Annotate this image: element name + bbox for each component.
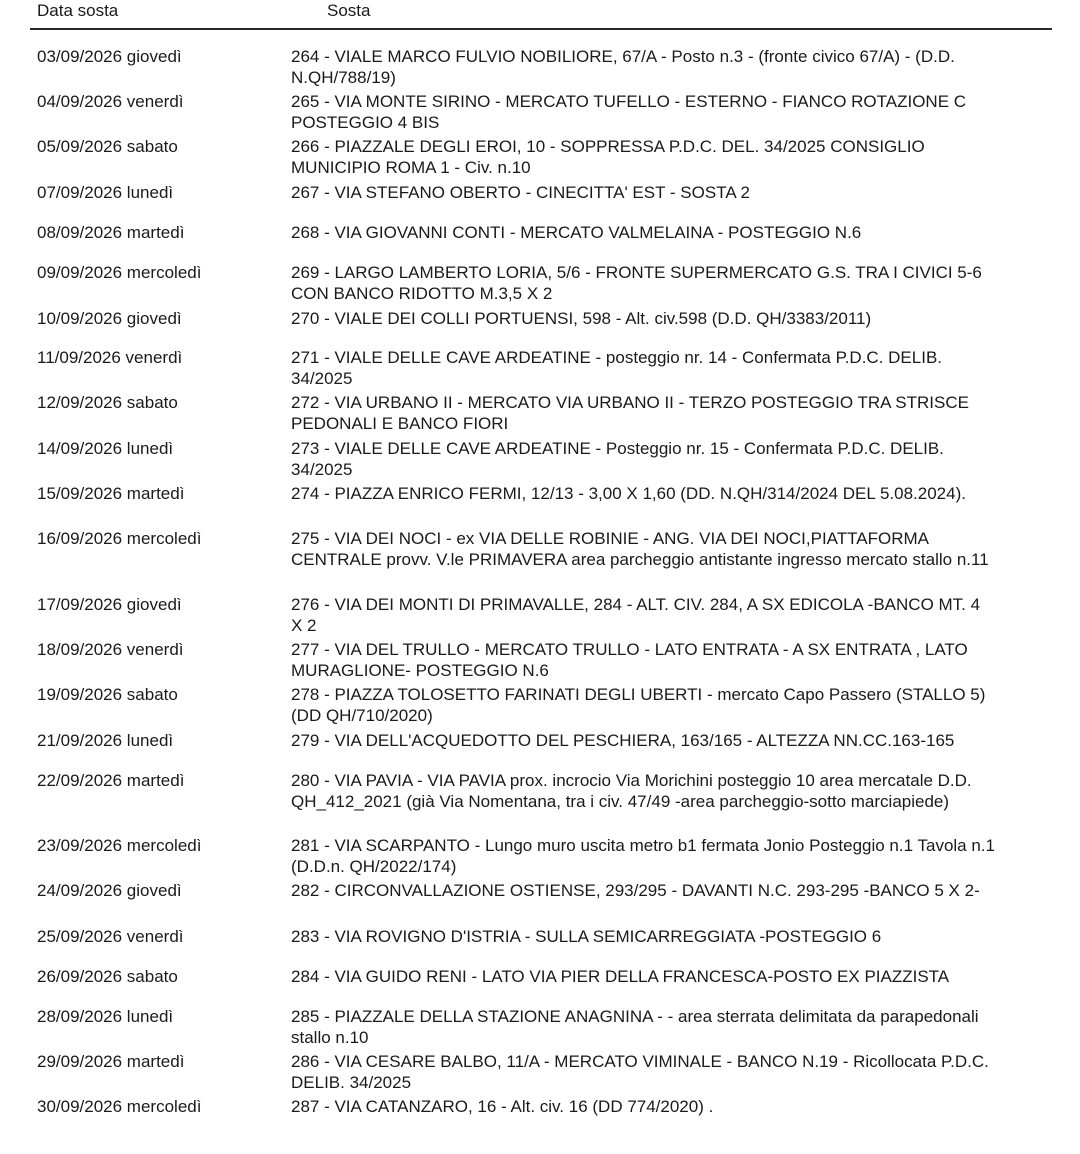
row-sosta: 282 - CIRCONVALLAZIONE OSTIENSE, 293/295 - DAVANTI N.C. 293-295 -BANCO 5 X 2- bbox=[291, 881, 980, 900]
row-sosta: 266 - PIAZZALE DEGLI EROI, 10 - SOPPRESSA P.D.C. DEL. 34/2025 CONSIGLIO MUNICIPIO ROMA 1 - Civ. n.10 bbox=[291, 137, 925, 177]
row-date: 19/09/2026 sabato bbox=[37, 685, 178, 704]
row-date: 03/09/2026 giovedì bbox=[37, 47, 182, 66]
row-sosta: 267 - VIA STEFANO OBERTO - CINECITTA' EST - SOSTA 2 bbox=[291, 183, 750, 202]
row-sosta: 271 - VIALE DELLE CAVE ARDEATINE - posteggio nr. 14 - Confermata P.D.C. DELIB. 34/2025 bbox=[291, 348, 943, 388]
row-date: 09/09/2026 mercoledì bbox=[37, 263, 202, 282]
column-header-data-sosta: Data sosta bbox=[37, 1, 119, 20]
row-date: 26/09/2026 sabato bbox=[37, 967, 178, 986]
row-sosta: 274 - PIAZZA ENRICO FERMI, 12/13 - 3,00 X 1,60 (DD. N.QH/314/2024 DEL 5.08.2024). bbox=[291, 484, 966, 503]
row-date: 17/09/2026 giovedì bbox=[37, 595, 182, 614]
row-date: 08/09/2026 martedì bbox=[37, 223, 185, 242]
row-sosta: 287 - VIA CATANZARO, 16 - Alt. civ. 16 (DD 774/2020) . bbox=[291, 1097, 714, 1116]
row-date: 29/09/2026 martedì bbox=[37, 1052, 185, 1071]
row-date: 21/09/2026 lunedì bbox=[37, 731, 174, 750]
row-date: 18/09/2026 venerdì bbox=[37, 640, 184, 659]
row-sosta: 273 - VIALE DELLE CAVE ARDEATINE - Posteggio nr. 15 - Confermata P.D.C. DELIB. 34/2025 bbox=[291, 439, 944, 479]
row-sosta: 268 - VIA GIOVANNI CONTI - MERCATO VALMELAINA - POSTEGGIO N.6 bbox=[291, 223, 862, 242]
row-sosta: 269 - LARGO LAMBERTO LORIA, 5/6 - FRONTE SUPERMERCATO G.S. TRA I CIVICI 5-6 CON BANCO RIDOTTO M.3,5 X 2 bbox=[291, 263, 982, 303]
row-sosta: 272 - VIA URBANO II - MERCATO VIA URBANO II - TERZO POSTEGGIO TRA STRISCE PEDONALI E BANCO FIORI bbox=[291, 393, 969, 433]
row-date: 24/09/2026 giovedì bbox=[37, 881, 182, 900]
row-date: 05/09/2026 sabato bbox=[37, 137, 178, 156]
row-sosta: 264 - VIALE MARCO FULVIO NOBILIORE, 67/A - Posto n.3 - (fronte civico 67/A) - (D.D. N.QH/788/19) bbox=[291, 47, 955, 87]
row-sosta: 281 - VIA SCARPANTO - Lungo muro uscita metro b1 fermata Jonio Posteggio n.1 Tavola n.1 (D.D.n. QH/2022/174) bbox=[291, 836, 995, 876]
row-sosta: 278 - PIAZZA TOLOSETTO FARINATI DEGLI UBERTI - mercato Capo Passero (STALLO 5) (DD QH/710/2020) bbox=[291, 685, 986, 725]
row-date: 10/09/2026 giovedì bbox=[37, 309, 182, 328]
table-header bbox=[0, 0, 1080, 30]
row-sosta: 270 - VIALE DEI COLLI PORTUENSI, 598 - Alt. civ.598 (D.D. QH/3383/2011) bbox=[291, 309, 872, 328]
row-date: 25/09/2026 venerdì bbox=[37, 927, 184, 946]
row-date: 04/09/2026 venerdì bbox=[37, 92, 184, 111]
row-sosta: 284 - VIA GUIDO RENI - LATO VIA PIER DELLA FRANCESCA-POSTO EX PIAZZISTA bbox=[291, 967, 950, 986]
row-date: 23/09/2026 mercoledì bbox=[37, 836, 202, 855]
row-date: 30/09/2026 mercoledì bbox=[37, 1097, 202, 1116]
row-date: 14/09/2026 lunedì bbox=[37, 439, 174, 458]
row-sosta: 279 - VIA DELL'ACQUEDOTTO DEL PESCHIERA, 163/165 - ALTEZZA NN.CC.163-165 bbox=[291, 731, 955, 750]
row-sosta: 265 - VIA MONTE SIRINO - MERCATO TUFELLO - ESTERNO - FIANCO ROTAZIONE C POSTEGGIO 4 BIS bbox=[291, 92, 967, 132]
row-date: 07/09/2026 lunedì bbox=[37, 183, 174, 202]
row-sosta: 286 - VIA CESARE BALBO, 11/A - MERCATO VIMINALE - BANCO N.19 - Ricollocata P.D.C. DELIB. 34/2025 bbox=[291, 1052, 989, 1092]
row-date: 28/09/2026 lunedì bbox=[37, 1007, 174, 1026]
row-date: 11/09/2026 venerdì bbox=[37, 348, 183, 367]
row-sosta: 285 - PIAZZALE DELLA STAZIONE ANAGNINA - - area sterrata delimitata da parapedonali stallo n.10 bbox=[291, 1007, 979, 1047]
row-date: 15/09/2026 martedì bbox=[37, 484, 185, 503]
row-sosta: 283 - VIA ROVIGNO D'ISTRIA - SULLA SEMICARREGGIATA -POSTEGGIO 6 bbox=[291, 927, 882, 946]
row-date: 12/09/2026 sabato bbox=[37, 393, 178, 412]
header-divider bbox=[30, 28, 1052, 30]
row-date: 16/09/2026 mercoledì bbox=[37, 529, 202, 548]
row-sosta: 276 - VIA DEI MONTI DI PRIMAVALLE, 284 - ALT. CIV. 284, A SX EDICOLA -BANCO MT. 4 X 2 bbox=[291, 595, 981, 635]
column-header-sosta: Sosta bbox=[327, 1, 371, 20]
row-sosta: 275 - VIA DEI NOCI - ex VIA DELLE ROBINIE - ANG. VIA DEI NOCI,PIATTAFORMA CENTRALE provv. V.le PRIMAVERA area parcheggio antistante ingresso mercato stallo n.11 bbox=[291, 529, 989, 569]
row-sosta: 277 - VIA DEL TRULLO - MERCATO TRULLO - LATO ENTRATA - A SX ENTRATA , LATO MURAGLIONE- POSTEGGIO N.6 bbox=[291, 640, 968, 680]
row-date: 22/09/2026 martedì bbox=[37, 771, 185, 790]
row-sosta: 280 - VIA PAVIA - VIA PAVIA prox. incrocio Via Morichini posteggio 10 area mercatale D.D. QH_412_2021 (già Via Nomentana, tra i civ. 47/49 -area parcheggio-sotto marciapiede) bbox=[291, 771, 972, 811]
